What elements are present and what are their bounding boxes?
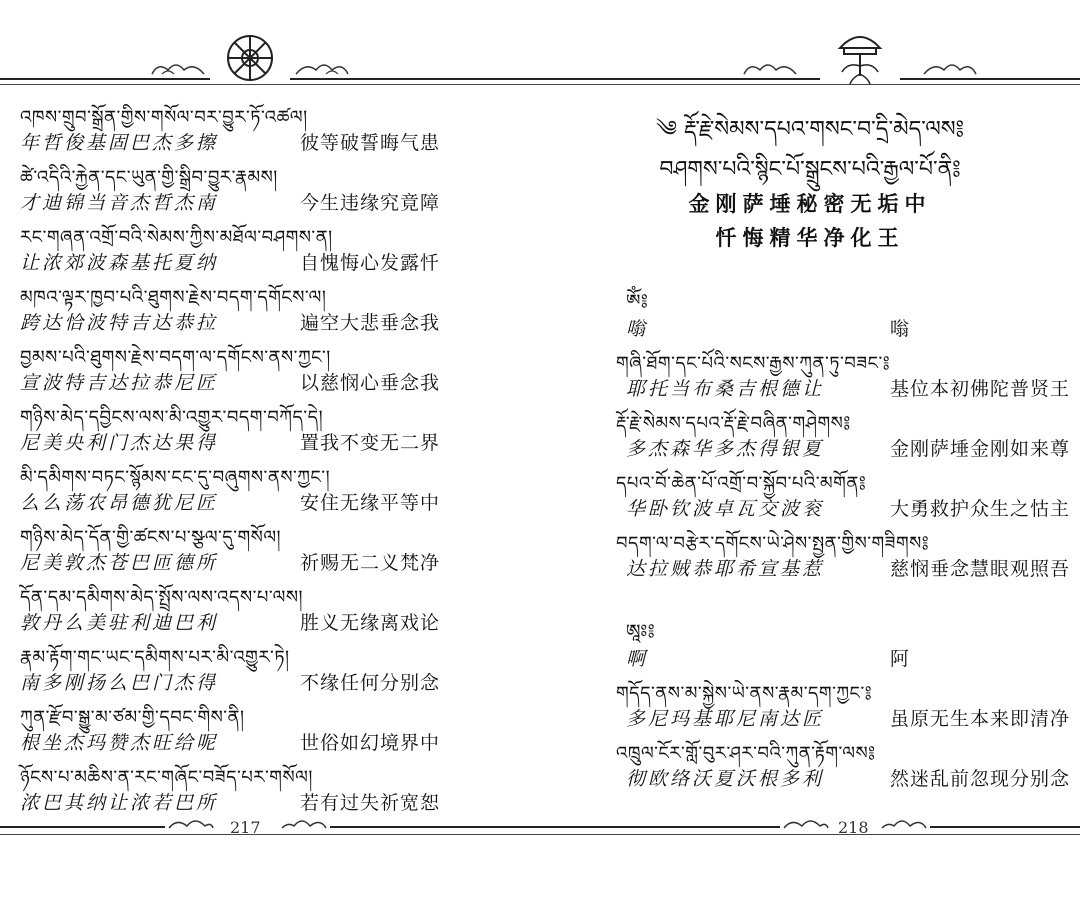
translation-line: 祈赐无二义梵净 [299,552,440,574]
cloud-ornament-icon [148,60,208,80]
title-tibetan: བཤགས་པའི་སྙིང་པོ་སྒྲུངས་པའི་རྒྱལ་པོ་ནི༔ [659,157,961,182]
translation-line: 基位本初佛陀普贤王 [890,378,1071,400]
tibetan-line: བྱམས་པའི་ཐུགས་རྗེས་བདག་ལ་དགོངས་ནས་ཀྱང་། [20,347,331,368]
footer-rule [540,826,780,828]
verse-row [626,704,1071,734]
tibetan-line: དོན་དམ་དམིགས་མེད་སྤྲོས་ལས་འདས་པ་ལས། [20,587,304,608]
lotus-emblem-icon [830,26,890,86]
title-chinese: 忏悔精华净化王 [715,225,905,250]
phonetic-line: 嗡 [626,318,649,340]
verse-row [20,188,440,218]
title-chinese: 金刚萨埵秘密无垢中 [688,191,932,216]
phonetic-line: 让浓郊波森基托夏纳 [20,252,219,274]
verse-row [20,548,440,578]
cloud-ornament-icon [280,816,330,836]
tibetan-line: གདོད་ནས་མ་སྐྱེས་ཡེ་ནས་རྣམ་དག་ཀྱང་༔ [616,683,873,704]
verse-row [626,764,1071,794]
seed-syllable-row [626,314,1066,344]
phonetic-line: 跨达恰波特吉达恭拉 [20,312,219,334]
phonetic-line: 多尼玛基耶尼南达匠 [626,708,825,730]
tibetan-line: མི་དམིགས་བཏང་སྙོམས་ངང་དུ་བཞུགས་ནས་ཀྱང་། [20,467,331,488]
translation-line: 遍空大悲垂念我 [299,312,440,334]
phonetic-line: 尼美敦杰苍巴匝德所 [20,552,219,574]
verse-row [20,608,440,638]
phonetic-line: 达拉贼恭耶希宣基惹 [626,558,825,580]
header-rule [900,78,1080,80]
tibetan-line: དཔའ་བོ་ཆེན་པོ་འགྲོ་བ་སྐྱོབ་པའི་མགོན༔ [616,473,867,494]
seed-syllable-tibetan: ཨོཾ༔ [626,291,649,312]
tibetan-line: ཉོངས་པ་མཆིས་ན་རང་གཞོང་བཟོད་པར་གསོལ། [20,767,313,788]
translation-line: 阿 [890,648,911,670]
tibetan-line: གཞི་ཐོག་དང་པོའི་སངས་རྒྱས་ཀུན་ཏུ་བཟང་༔ [616,353,891,374]
translation-line: 金刚萨埵金刚如来尊 [890,438,1071,460]
header-rule [0,78,210,80]
dharma-wheel-icon [220,30,280,85]
footer-rule [540,834,1080,835]
cloud-ornament-icon [165,816,215,836]
phonetic-line: 年哲俊基固巴杰多擦 [20,132,219,154]
seed-syllable-row [626,644,1066,674]
phonetic-line: 南多刚扬么巴门杰得 [20,672,219,694]
phonetic-line: 啊 [626,648,649,670]
phonetic-line: 多杰森华多杰得银夏 [626,438,825,460]
verse-row [20,308,440,338]
tibetan-line: རྣམ་རྟོག་གང་ཡང་དམིགས་པར་མི་འགྱུར་ཏེ། [20,647,290,668]
translation-line: 置我不变无二界 [299,432,440,454]
translation-line: 以慈悯心垂念我 [299,372,440,394]
tibetan-line: འཁས་གྲུབ་སྒྲོན་གྱིས་གསོལ་བར་བྱུར་ཏོ་འཚལ། [20,107,308,128]
page-number: 218 [838,818,869,837]
translation-line: 安住无缘平等中 [299,492,440,514]
verse-row [626,494,1071,524]
tibetan-line: རང་གཞན་འགྲོ་བའི་སེམས་ཀྱིས་མཐོལ་བཤགས་ན། [20,227,333,248]
verse-row [20,248,440,278]
translation-line: 自愧悔心发露忏 [299,252,440,274]
phonetic-line: 么么荡农昂德犹尼匠 [20,492,219,514]
tibetan-line: གཉིས་མེད་དོན་གྱི་ཚངས་པ་སྩལ་དུ་གསོལ། [20,527,282,548]
header-rule [540,84,1080,85]
verse-row [626,374,1071,404]
cloud-ornament-icon [740,60,800,80]
verse-row [20,788,440,818]
translation-line: 彼等破誓晦气患 [299,132,440,154]
phonetic-line: 彻欧络沃夏沃根多利 [626,768,825,790]
verse-row [626,434,1071,464]
phonetic-line: 耶托当布桑吉根德让 [626,378,825,400]
phonetic-line: 才迪锦当音杰哲杰南 [20,192,219,214]
page-number: 217 [230,818,261,837]
verse-row [20,428,440,458]
verse-row [626,554,1071,584]
phonetic-line: 根坐杰玛赞杰旺给呢 [20,732,219,754]
translation-line: 不缘任何分别念 [299,672,440,694]
translation-line: 慈悯垂念慧眼观照吾 [890,558,1071,580]
verse-row [20,668,440,698]
tibetan-line: ཚེ་འདིའི་རྐྱེན་དང་ཡུན་གྱི་སྒྲིབ་བྱུར་རྣམས། [20,167,278,188]
footer-rule [930,826,1080,828]
tibetan-line: རྡོ་རྗེ་སེམས་དཔའ་རྡོ་རྗེ་བཞིན་གཤེགས༔ [616,413,851,434]
translation-line: 然迷乱前忽现分别念 [890,768,1071,790]
phonetic-line: 尼美央利门杰达果得 [20,432,219,454]
tibetan-line: མཁའ་ལྟར་ཁྱབ་པའི་ཐུགས་རྗེས་བདག་དགོངས་ལ། [20,287,327,308]
translation-line: 嗡 [890,318,911,340]
translation-line: 大勇救护众生之怙主 [890,498,1071,520]
translation-line: 胜义无缘离戏论 [299,612,440,634]
cloud-ornament-icon [880,816,930,836]
verse-row [20,728,440,758]
phonetic-line: 敦丹么美驻利迪巴利 [20,612,219,634]
translation-line: 世俗如幻境界中 [299,732,440,754]
seed-syllable-tibetan: ཨཱཿ༔ [626,621,656,642]
header-rule [540,78,820,80]
header-rule [290,78,540,80]
footer-rule [0,834,540,835]
translation-line: 今生违缘究竟障 [299,192,440,214]
footer-rule [330,826,540,828]
tibetan-line: གཉིས་མེད་དབྱིངས་ལས་མི་འགྱུར་བདག་བཀོད་དེ། [20,407,324,428]
verse-row [20,128,440,158]
tibetan-line: འཁྲུལ་ངོར་གློ་བུར་ཤར་བའི་ཀུན་རྟོག་ལས༔ [616,743,876,764]
translation-line: 若有过失祈宽恕 [299,792,440,814]
verse-row [20,488,440,518]
phonetic-line: 浓巴其纳让浓若巴所 [20,792,219,814]
cloud-ornament-icon [920,60,980,80]
translation-line: 虽原无生本来即清净 [890,708,1071,730]
title-tibetan: ༄ རྡོ་རྗེ་སེམས་དཔའ་གསང་བ་དྲི་མེད་ལས༔ [655,117,965,142]
tibetan-line: ཀུན་རྫོབ་སྒྱུ་མ་ཙམ་གྱི་དབང་གིས་ནི། [20,707,245,728]
phonetic-line: 华卧钦波卓瓦交波衮 [626,498,825,520]
phonetic-line: 宣波特吉达拉恭尼匠 [20,372,219,394]
header-rule [0,84,540,85]
verse-row [20,368,440,398]
cloud-ornament-icon [780,816,830,836]
footer-rule [0,826,165,828]
tibetan-line: བདག་ལ་བརྩེར་དགོངས་ཡེ་ཤེས་སྤྱན་གྱིས་གཟིགས༔ [616,533,930,554]
cloud-ornament-icon [292,60,352,80]
